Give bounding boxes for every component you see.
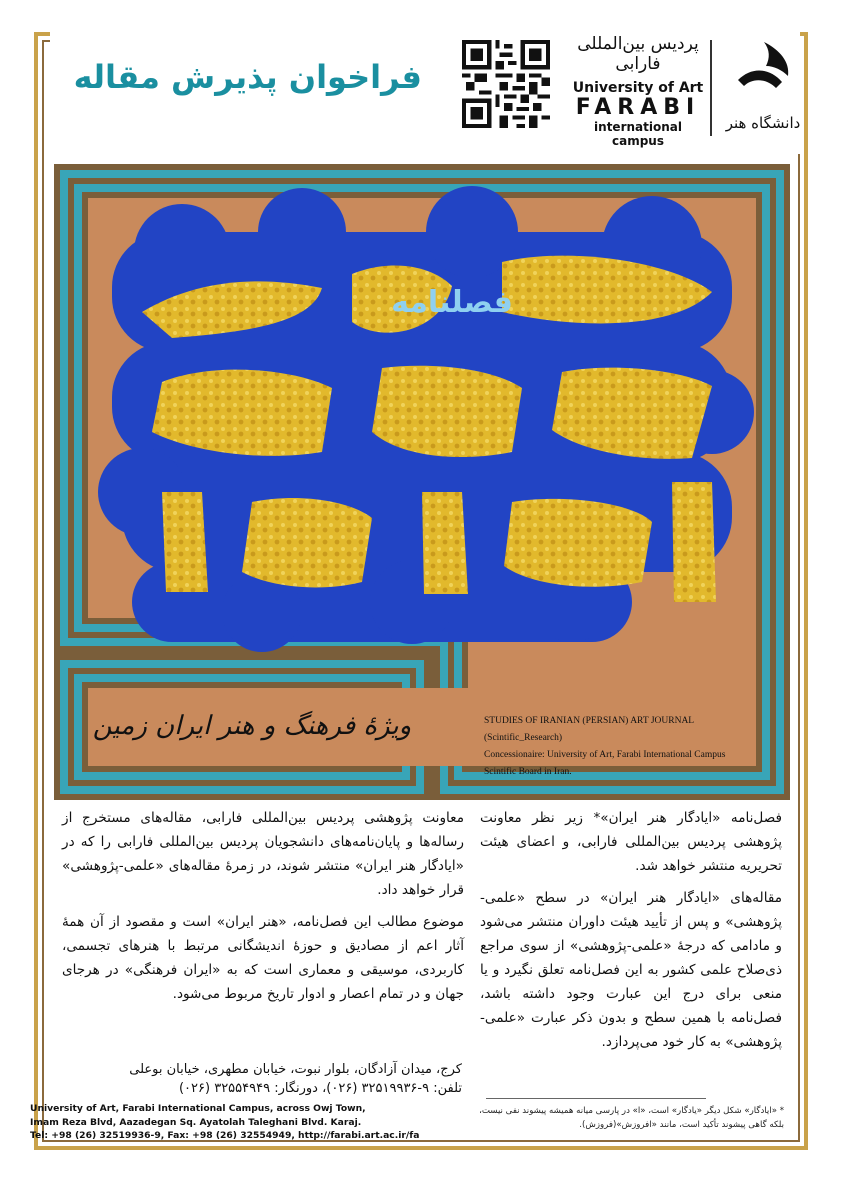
right-paragraph-1: فصل‌نامه «ایادگار هنر ایران»* زیر نظر معاونت پژوهشی پردیس بین‌المللی فارابی، و اعضای هیئت تحریریه منتشر خواهد شد. [480, 810, 782, 874]
university-logo [718, 36, 808, 140]
campus-name-en-2: FARABI [575, 95, 701, 120]
journal-info [484, 713, 784, 781]
address-en-line-1: University of Art, Farabi International Campus, across Owj Town, [30, 1103, 366, 1114]
campus-name-fa: پردیس بین‌المللی فارابی [577, 34, 699, 74]
campus-name-en-1: University of Art [572, 80, 704, 96]
footnote-rule [486, 1098, 706, 1099]
journal-cover-artwork [52, 162, 792, 802]
journal-info-line: Scintific Board in Iran. [484, 767, 572, 777]
artwork-subtitle: ویژهٔ فرهنگ و هنر ایران زمین [92, 711, 412, 741]
qr-code [462, 40, 550, 128]
campus-logo-text [568, 34, 708, 148]
artwork-label-small: فصلنامه [391, 285, 513, 320]
journal-info-line: (Scintific_Research) [484, 733, 563, 743]
address-fa-line-1: کرج، میدان آزادگان، بلوار نبوت، خیابان مطهری، خیابان بوعلی [129, 1062, 462, 1077]
address-en-line-3: Tel: +98 (26) 32519936-9, Fax: +98 (26) 32554949, http://farabi.art.ac.ir/fa [30, 1130, 420, 1141]
page-title: فراخوان پذیرش مقاله [73, 58, 422, 96]
left-paragraph-1: معاونت پژوهشی پردیس بین‌المللی فارابی، مقاله‌های مستخرج از رساله‌ها و پایان‌نامه‌های دانشجویان پردیس بین‌المللی فارابی را که در «ایادگار هنر ایران» منتشر شوند، در زمرهٔ مقاله‌های «علمی-پژوهشی» قرار خواهد داد. [62, 810, 464, 898]
campus-name-en-3: international campus [594, 120, 682, 148]
left-paragraph-2: موضوع مطالب این فصل‌نامه، «هنر ایران» است و مقصود از آن همهٔ آثار اعم از مصادیق و حوزهٔ اندیشگانی مرتبط با هنرهای تجسمی، کاربردی، موسیقی و معماری است که به «ایران فرهنگی» در هرجای جهان و در تمام اعصار و ادوار تاریخ مربوط می‌شود. [62, 914, 464, 1002]
right-paragraph-2: مقاله‌های «ایادگار هنر ایران» در سطح «علمی-پژوهشی» و پس از تأیید هیئت داوران منتشر می‌شود و مادامی که درجهٔ «علمی-پژوهشی» از سوی مراجع ذی‌صلاح علمی کشور به این فصل‌نامه تعلق نگیرد و یا منعی برای درج این عبارت وجود داشته باشد، فصل‌نامه با همین سطح و بدون ذکر عبارت «علمی-پژوهشی» به کار خود می‌پردازد. [480, 890, 782, 1050]
address-fa-line-2: تلفن: ۹-۳۲۵۱۹۹۳۶ (۰۲۶)، دورنگار: ۳۲۵۵۴۹۴۹ (۰۲۶) [178, 1081, 462, 1096]
address-block [30, 1060, 460, 1143]
journal-info-line: STUDIES OF IRANIAN (PERSIAN) ART JOURNAL [484, 716, 695, 726]
address-en-line-2: Imam Reza Blvd, Aazadegan Sq. Ayatolah Taleghani Blvd. Karaj. [30, 1116, 362, 1128]
footnote: * «ایادگار» شکل دیگر «یادگار» است، «ا» در پارسی میانه همیشه پیشوند نفی نیست، بلکه گاهی پیشوند تأکید است، مانند «افروزش»(فروزش). [479, 1106, 784, 1130]
university-name-fa: دانشگاه هنر [725, 114, 801, 132]
journal-info-line: Concessionaire: University of Art, Farabi International Campus [484, 750, 726, 760]
header-divider [710, 40, 712, 136]
left-column [62, 806, 464, 1014]
address-en [30, 1102, 460, 1143]
right-column [480, 806, 782, 1062]
